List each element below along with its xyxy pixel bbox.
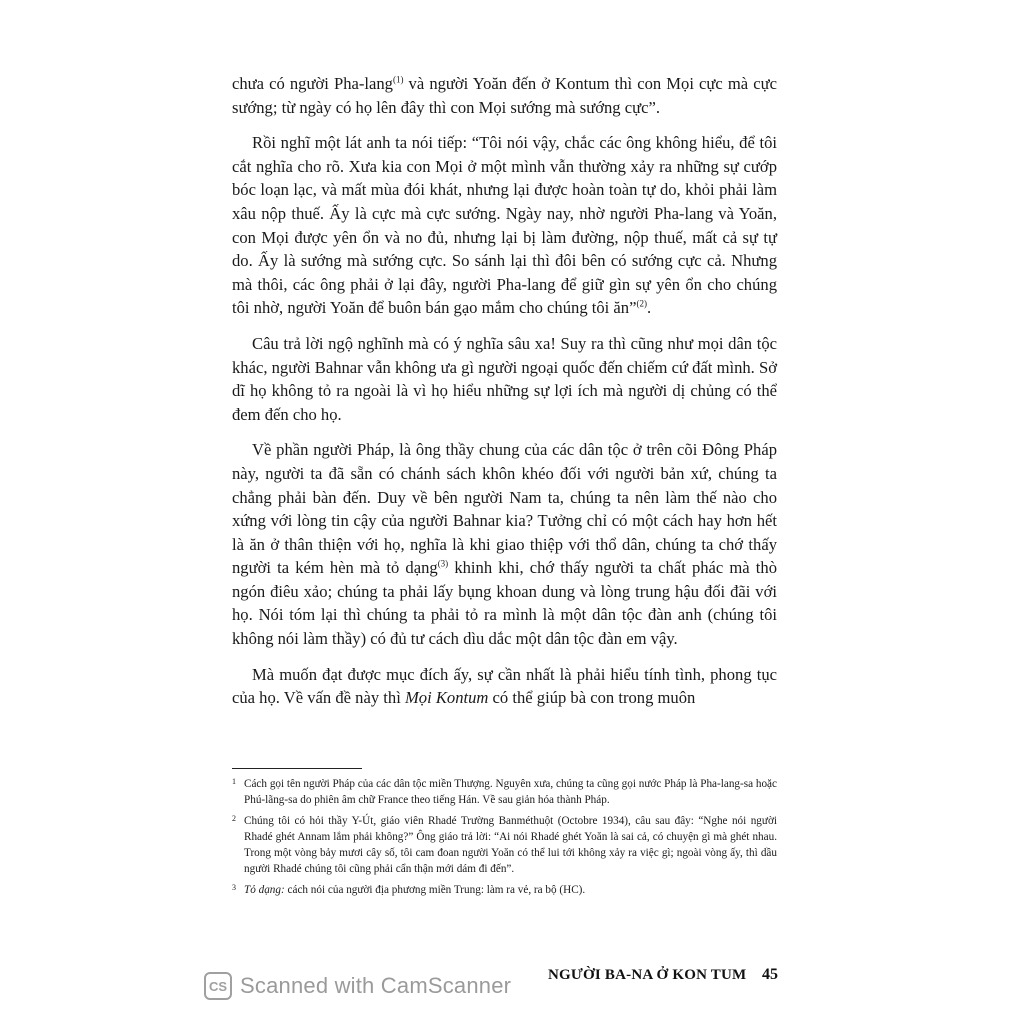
paragraph: [232, 438, 777, 650]
text-run: khinh khi, chớ thấy người ta chất phác mà thò ngón điêu xảo; chúng ta phải lấy bụng khoan dung và lòng trung hậu đối đãi với họ. Nói tóm lại thì chúng ta phải tỏ ra mình là một dân tộc đàn anh (chúng tôi không nói làm thầy) có đủ tư cách dìu dắc một dân tộc đàn em vậy.: [232, 558, 777, 649]
footnote-number: 3: [232, 882, 236, 892]
camscanner-logo-icon: CS: [204, 972, 232, 1000]
footnote-divider: [232, 768, 362, 769]
text-run: Chúng tôi có hỏi thầy Y-Út, giáo viên Rhadé Trường Banméthuột (Octobre 1934), câu sau đây: “Nghe nói người Rhadé ghét Annam lắm phải không?” Ông giáo trả lời: “Ai nói Rhadé ghét Yoăn là sai cả, có chuyện gì mà ghét nhau. Trong một vòng bảy mươi cây số, tôi cam đoan người Yoăn có thể lui tới không xảy ra việc gì; ngoài vòng ấy, thì dầu người Rhadé chúng tôi cũng phải cẩn thận mới dám đi đến”.: [244, 814, 777, 876]
paragraph: [232, 131, 777, 320]
paragraph: [232, 332, 777, 426]
footnotes: [232, 776, 777, 902]
text-run: chưa có người Pha-lang: [232, 74, 393, 93]
text-run: Về phần người Pháp, là ông thầy chung của các dân tộc ở trên cõi Đông Pháp này, người ta đã sẵn có chánh sách khôn khéo đối với người bản xứ, chúng ta chẳng phải bàn đến. Duy về bên người Nam ta, chúng ta nên làm thế nào cho xứng với lòng tin cậy của người Bahnar kia? Tưởng chỉ có một cách hay hơn hết là ăn ở thân thiện với họ, nghĩa là khi giao thiệp với thổ dân, chúng ta chớ thấy người ta kém hèn mà tỏ dạng: [232, 440, 777, 578]
footnote: [232, 776, 777, 809]
footnote: [232, 882, 777, 898]
text-run: .: [646, 298, 652, 318]
running-footer: [548, 966, 778, 984]
text-run: có thể giúp bà con trong muôn: [488, 688, 696, 708]
camscanner-watermark: [204, 970, 511, 1002]
text-run: và người Yoăn đến ở Kontum thì con Mọi cực mà cực sướng; từ ngày có họ lên đây thì con Mọi sướng mà sướng cực”.: [232, 74, 777, 117]
text-run: Mà muốn đạt được mục đích ấy, sự cần nhất là phải hiểu tính tình, phong tục của họ. Về vấn đề này thì: [232, 664, 777, 708]
footnote-ref: (3): [437, 558, 449, 569]
paragraph: [232, 72, 777, 119]
text-run: Rồi nghĩ một lát anh ta nói tiếp: “Tôi nói vậy, chắc các ông không hiểu, để tôi cắt nghĩa cho rõ. Xưa kia con Mọi ở một mình vẫn thường xảy ra những sự cướp bóc loạn lạc, và mất mùa đói khát, nhưng lại được hoàn toàn tự do, khỏi phải làm xâu nộp thuế. Ấy là cực mà cực sướng. Ngày nay, nhờ người Pha-lang và Yoăn, con Mọi được yên ổn và no đủ, nhưng lại bị làm đường, nộp thuế, mất cả sự tự do. Ấy là sướng mà sướng cực. So sánh lại thì đôi bên có sướng cực cả. Nhưng mà thôi, các ông phải ở lại đây, người Pha-lang để giữ gìn sự yên ổn cho chúng tôi nhờ, người Yoăn để buôn bán gạo mắm cho chúng tôi ăn”: [232, 133, 777, 318]
footnote-ref: (2): [636, 298, 647, 309]
footnote-ref: (1): [392, 74, 404, 85]
body-text: [232, 72, 777, 722]
running-title: NGƯỜI BA-NA Ở KON TUM: [548, 967, 747, 983]
emphasis-text: Mọi Kontum: [404, 688, 489, 708]
page-number: 45: [762, 966, 778, 983]
footnote-number: 2: [232, 813, 236, 823]
text-run: Câu trả lời ngộ nghĩnh mà có ý nghĩa sâu xa! Suy ra thì cũng như mọi dân tộc khác, người Bahnar vẫn không ưa gì người ngoại quốc đến chiếm cứ đất mình. Sở dĩ họ không tỏ ra ngoài là vì họ hiểu những sự lợi ích mà người dị chủng có thể đem đến cho họ.: [232, 333, 777, 424]
text-run: cách nói của người địa phương miền Trung: làm ra vẻ, ra bộ (HC).: [284, 883, 586, 896]
emphasis-text: Tỏ dạng:: [244, 883, 285, 896]
footnote: [232, 813, 777, 878]
paragraph: [232, 663, 777, 710]
text-run: Cách gọi tên người Pháp của các dân tộc miền Thượng. Nguyên xưa, chúng ta cũng gọi nước Pháp là Pha-lang-sa hoặc Phú-lãng-sa do phiên âm chữ France theo tiếng Hán. Về sau giản hóa thành Pháp.: [244, 778, 777, 807]
footnote-number: 1: [232, 777, 236, 786]
camscanner-text: Scanned with CamScanner: [240, 973, 512, 998]
